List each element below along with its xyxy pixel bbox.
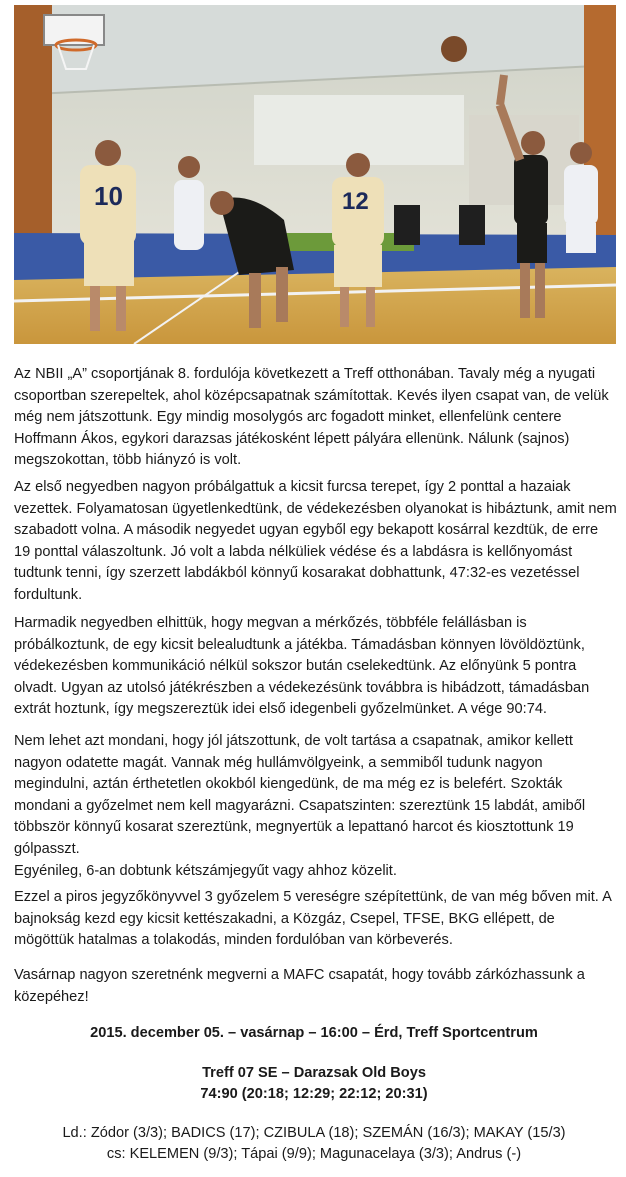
match-score: 74:90 (20:18; 12:29; 22:12; 20:31) [200, 1086, 428, 1102]
article-paragraph-first-half: Az első negyedben nagyon próbálgattuk a kicsit furcsa terepet, így 2 ponttal a hazaiak vezettek. Folyamatosan ügyetlenkedtünk, de védekezésben olyanokat is hibáztunk, amit nem szabadott volna. A második negyedet ugyan egyből egy bekapott kosárral kezdtük, de erre 19 ponttal válaszoltunk. Jó volt a labda nélküliek védése és a labdásra is kellőnyomást tudtunk tenni, így szerzett labdákból könnyű kosarakat dobhattunk, 47:32-es vezetéssel fordultunk. [14, 479, 617, 603]
match-players-line-2: cs: KELEMEN (9/3); Tápai (9/9); Magunacelaya (3/3); Andrus (-) [106, 1146, 522, 1162]
match-players-line-1: Ld.: Zódor (3/3); BADICS (17); CZIBULA (18); SZEMÁN (16/3); MAKAY (15/3) [62, 1125, 566, 1141]
article-paragraph-standings: Ezzel a piros jegyzőkönyvvel 3 győzelem 5 vereségre szépítettünk, de van még bőven mit. A bajnokság kezd egy kicsit kettészakadni, a Közgáz, Csepel, TFSE, BKG ellépett, de mögöttük hatalmas a tolakodás, minden fordulóban van körbeverés. [14, 889, 612, 949]
svg-text:10: 10 [94, 181, 123, 211]
article-paragraph-summary: Nem lehet azt mondani, hogy jól játszottunk, de volt tartása a csapatnak, amikor kellett nagyon odatette magát. Vannak még hullámvölgyeink, a semmiből tudunk nagyon megindulni, aztán érthetetlen okokból kiengedünk, de ma még ez is belefért. Szokták mondani a győzelmet nem kell magyarázni. Csapatszinten: szereztünk 15 labdát, amiből többször könnyű kosarat szereztünk, megnyertük a lepattanó harcot és kiosztottunk 19 gólpasszt. Egyénileg, 6-an dobtunk kétszámjegyűt vagy ahhoz közelit. [14, 733, 586, 879]
match-date-line: 2015. december 05. – vasárnap – 16:00 – Érd, Treff Sportcentrum [90, 1025, 538, 1041]
match-teams: Treff 07 SE – Darazsak Old Boys [202, 1065, 426, 1081]
article-paragraph-next-game: Vasárnap nagyon szeretnénk megverni a MAFC csapatát, hogy tovább zárkózhassunk a közepéhez! [14, 967, 585, 1005]
article-paragraph-intro: Az NBII „A” csoportjának 8. fordulója következett a Treff otthonában. Tavaly még a nyugati csoportban szerepeltek, ahol középcsapatnak számítottak. Kevés ilyen csapat van, de velük még nem játszottunk. Egy mindig mosolygós arc fogadott minket, ellenfelünk centere Hoffmann Ákos, egykori darazsas játékosként lépett pályára ellenünk. Nálunk (sajnos) megszokottan, több hiányzó is volt. [14, 366, 609, 469]
basketball-game-photo [14, 5, 616, 344]
article-paragraph-second-half: Harmadik negyedben elhittük, hogy megvan a mérkőzés, többféle felállásban is próbálkoztunk, de egy kicsit belealudtunk a játékba. Támadásban könnyen lövöldöztünk, védekezésben kommunikáció nélkül sokszor bután cselekedtünk. Az előnyünk 5 pontra olvadt. Ugyan az utolsó játékrészben a védekezésünk továbbra is hibádzott, támadásban extrát hoztunk, így megszereztük idei első idegenbeli győzelmünket. A vége 90:74. [14, 615, 590, 718]
svg-text:12: 12 [342, 188, 369, 215]
